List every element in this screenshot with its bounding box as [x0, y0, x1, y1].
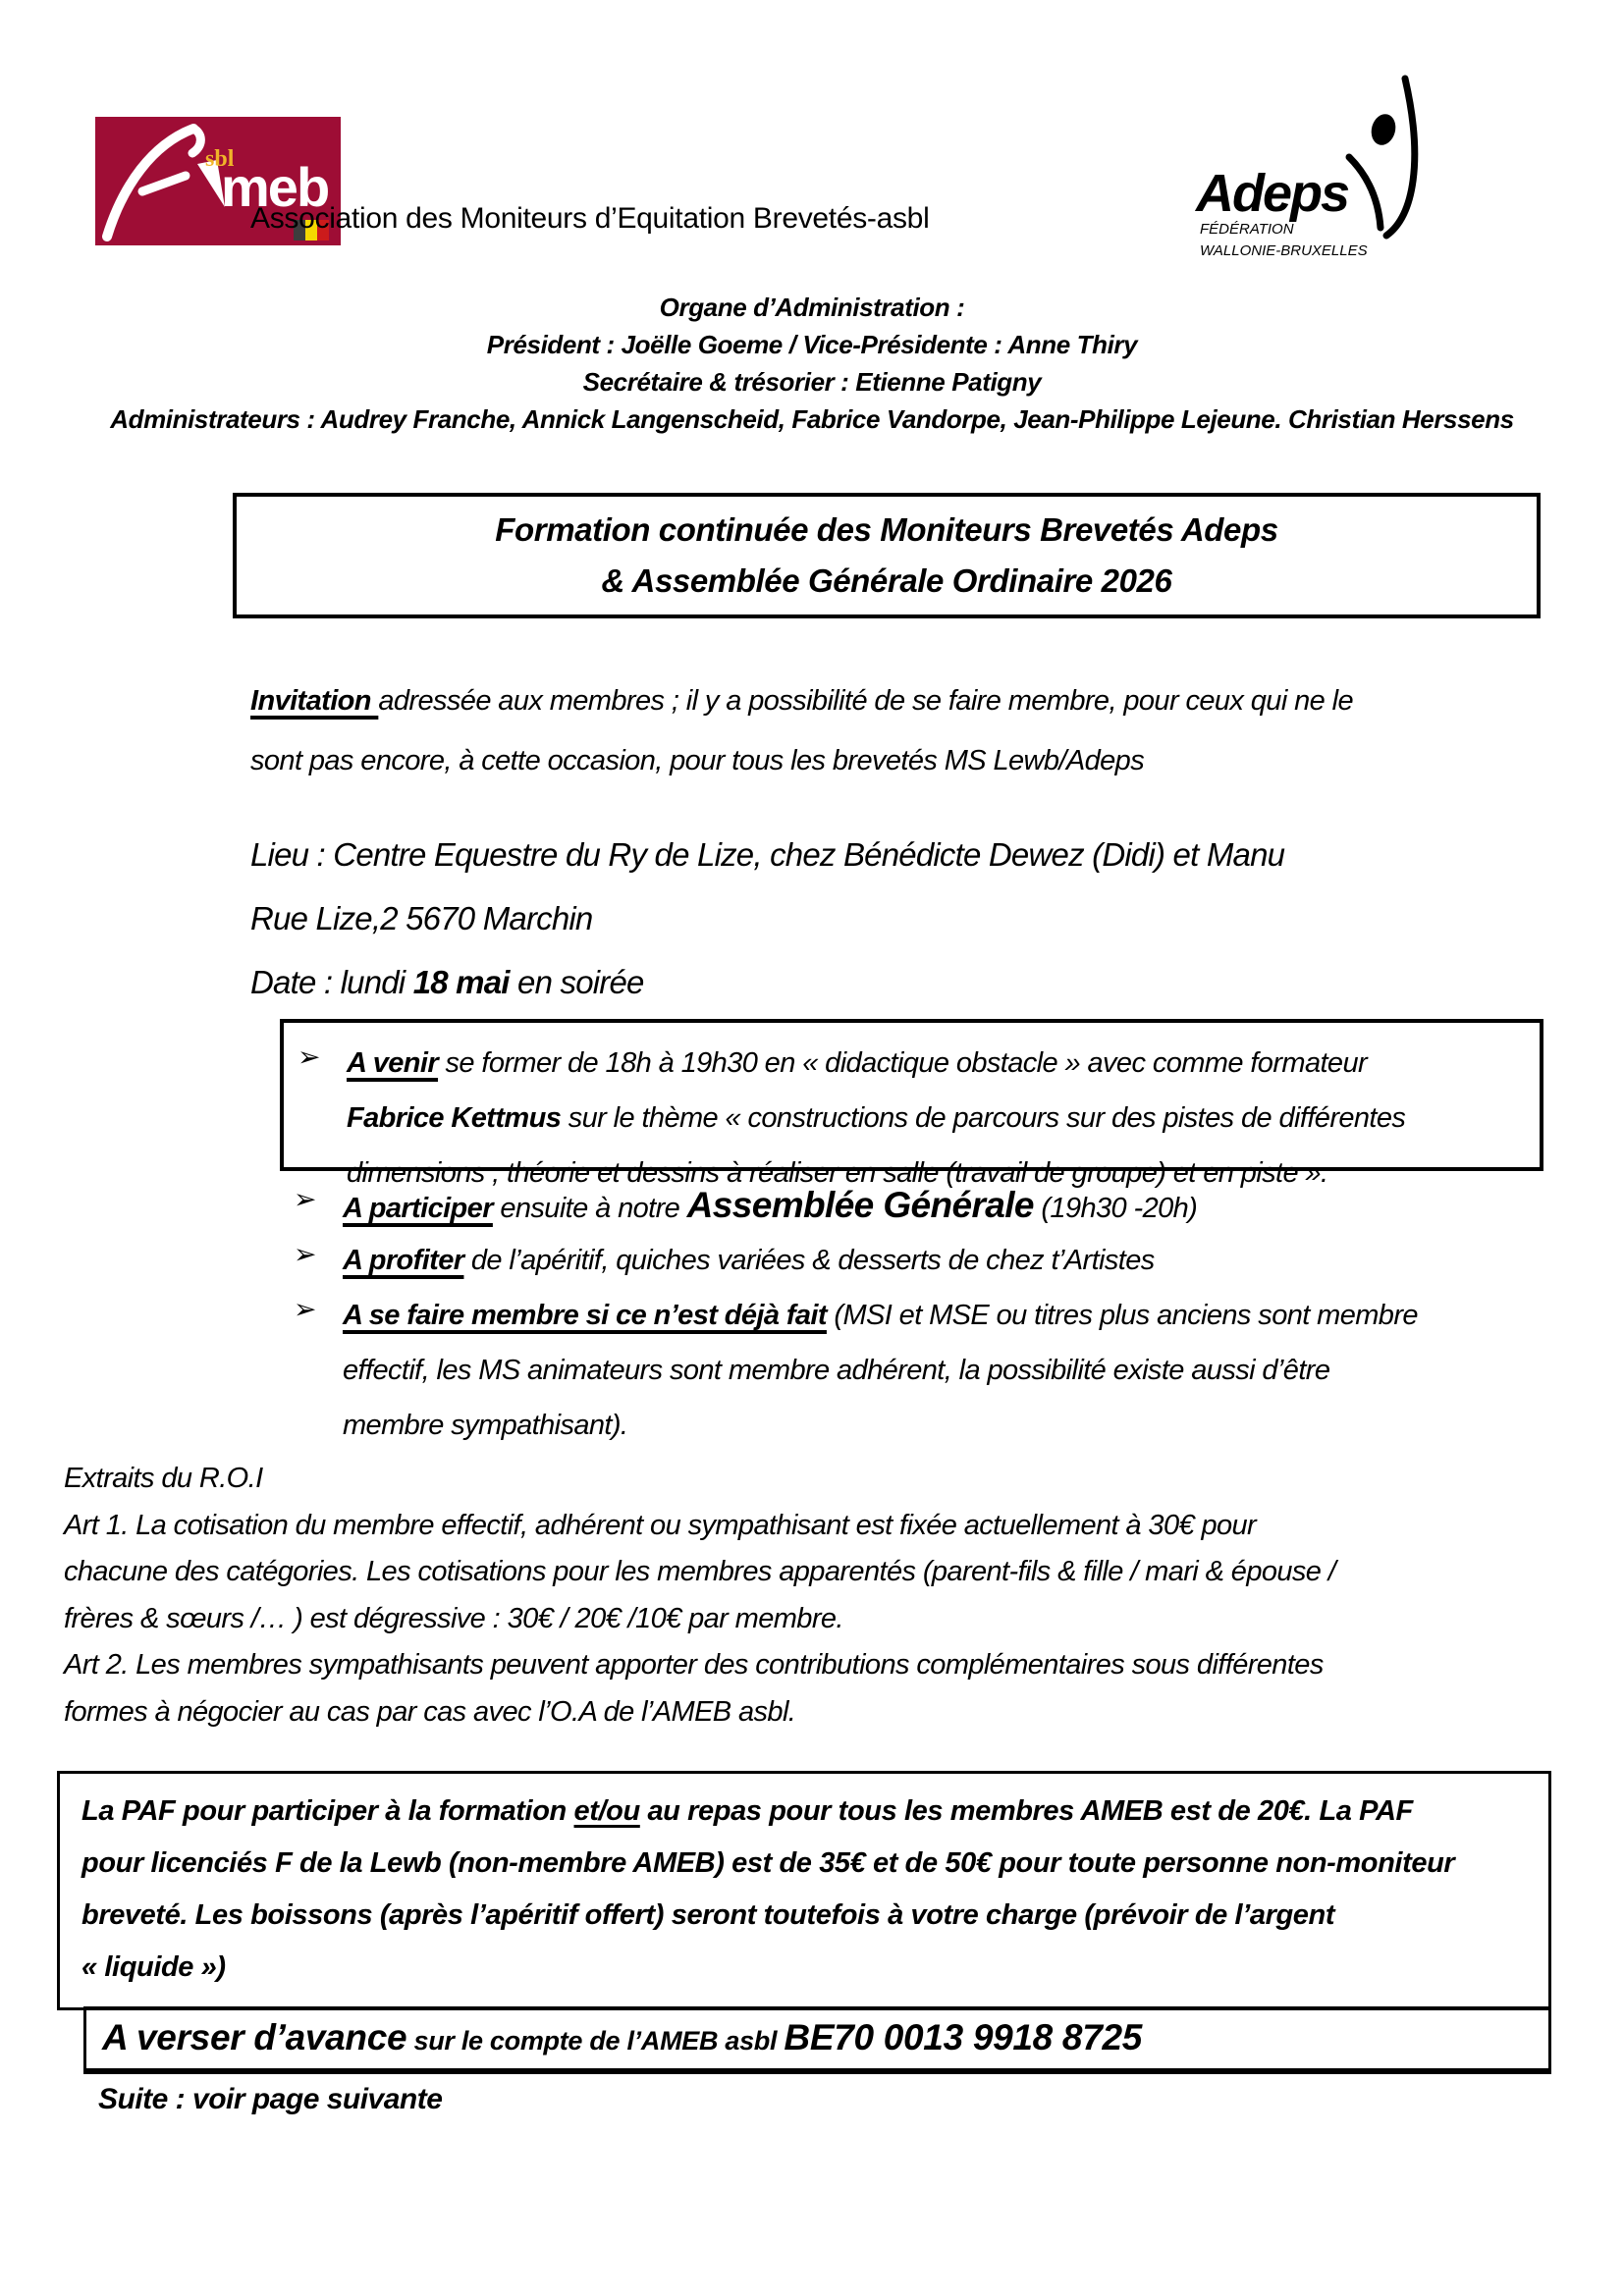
bullet-text [343, 1178, 1197, 1236]
event-details [250, 823, 1284, 1014]
org-name: Association des Moniteurs d’Equitation Brevetés-asbl [250, 202, 930, 235]
text-line [347, 1036, 1405, 1091]
text-line [250, 886, 1284, 950]
text-segment: 18 mai [412, 964, 510, 1000]
text-segment: Rue Lize,2 5670 Marchin [250, 900, 593, 936]
text-segment: A verser d’avance [102, 2017, 407, 2057]
text-segment: A se faire membre si ce n’est déjà fait [343, 1300, 827, 1331]
text-segment: pour licenciés F de la Lewb (non-membre AMEB) est de 35€ et de 50€ pour toute personne non-moniteur [81, 1847, 1455, 1879]
bullet-item [294, 1233, 1155, 1288]
text-segment: (MSI et MSE ou titres plus anciens sont membre [826, 1300, 1418, 1331]
text-segment: Invitation [250, 685, 379, 717]
payment-box [83, 2006, 1551, 2074]
text-segment: dimensions ; théorie et dessins à réaliser en salle (travail de groupe) et en piste ». [347, 1157, 1328, 1189]
text-segment: Lieu : Centre Equestre du Ry de Lize, chez Bénédicte Dewez (Didi) et Manu [250, 836, 1285, 873]
text-segment: de l’apéritif, quiches variées & desserts de chez t’Artistes [463, 1245, 1155, 1276]
text-segment: Assemblée Générale [686, 1185, 1034, 1225]
adeps-figure-icon [1190, 67, 1435, 268]
text-segment: ensuite à notre [492, 1193, 687, 1224]
text-segment: membre sympathisant). [343, 1410, 628, 1441]
roi-line: Extraits du R.O.I [64, 1463, 263, 1494]
admin-line: Président : Joëlle Goeme / Vice-Présidente : Anne Thiry [486, 330, 1138, 359]
text-line [250, 823, 1284, 886]
bullet-text [347, 1036, 1405, 1201]
admin-block [0, 289, 1624, 438]
admin-line: Secrétaire & trésorier : Etienne Patigny [582, 367, 1042, 397]
bullet-list-box [280, 1019, 1543, 1189]
text-segment: (19h30 -20h) [1033, 1193, 1198, 1224]
text-line [250, 731, 1353, 791]
text-line [347, 1091, 1405, 1146]
roi-line: Art 1. La cotisation du membre effectif, adhérent ou sympathisant est fixée actuellement à 30€ pour [64, 1509, 1257, 1541]
text-segment: sur le thème « constructions de parcours sur des pistes de différentes [561, 1102, 1406, 1134]
bullet-item [298, 1036, 1540, 1201]
text-segment: A profiter [343, 1245, 464, 1276]
roi-line: formes à négocier au cas par cas avec l’O.A de l’AMEB asbl. [64, 1695, 796, 1728]
text-segment: adressée aux membres ; il y a possibilité de se faire membre, pour ceux qui ne le [378, 685, 1354, 717]
adeps-name: Adeps [1196, 164, 1349, 223]
footer-note: Suite : voir page suivante [98, 2083, 443, 2115]
invitation-paragraph [250, 671, 1353, 791]
roi-section [64, 1456, 1335, 1735]
ameb-sbl-label: sbl [205, 146, 235, 172]
text-segment: se former de 18h à 19h30 en « didactique obstacle » avec comme formateur [438, 1047, 1368, 1079]
title-box [233, 493, 1541, 618]
text-segment: A venir [347, 1047, 439, 1079]
text-segment: A participer [343, 1193, 493, 1224]
text-segment: et/ou [573, 1795, 640, 1827]
bullet-text [343, 1288, 1418, 1453]
bullet-marker-icon: ➢ [294, 1239, 317, 1269]
paf-line [81, 1786, 1527, 1838]
text-segment: sur le compte de l’AMEB asbl [406, 2026, 785, 2056]
text-line [343, 1288, 1418, 1343]
payment-line [102, 2017, 1548, 2058]
text-segment: BE70 0013 9918 8725 [784, 2017, 1143, 2057]
paf-line [81, 1838, 1527, 1890]
text-segment: effectif, les MS animateurs sont membre adhérent, la possibilité existe aussi d’être [343, 1355, 1330, 1386]
bullet-text [343, 1233, 1155, 1288]
paf-line [81, 1890, 1527, 1942]
text-segment: Date : lundi [250, 964, 413, 1000]
adeps-subtitle-1: FÉDÉRATION [1200, 221, 1294, 238]
roi-line: chacune des catégories. Les cotisations pour les membres apparentés (parent-fils & fille / mari & épouse / [64, 1556, 1336, 1587]
ameb-meb-label: meb [221, 156, 329, 218]
text-segment: breveté. Les boissons (après l’apéritif offert) seront toutefois à votre charge (prévoir de l’argent [81, 1899, 1335, 1931]
text-line [343, 1233, 1155, 1288]
admin-line: Administrateurs : Audrey Franche, Annick Langenscheid, Fabrice Vandorpe, Jean-Philippe Lejeune. Christian Herssens [110, 404, 1514, 434]
text-segment: en soirée [509, 964, 644, 1000]
text-segment: « liquide ») [81, 1951, 226, 1983]
bullet-marker-icon: ➢ [298, 1041, 321, 1072]
roi-line: frères & sœurs /… ) est dégressive : 30€ / 20€ /10€ par membre. [64, 1602, 843, 1634]
paf-box [57, 1771, 1551, 2010]
adeps-subtitle-2: WALLONIE-BRUXELLES [1200, 242, 1368, 259]
bullet-item [294, 1178, 1197, 1236]
title-line-1: Formation continuée des Moniteurs Brevetés Adeps [495, 511, 1278, 548]
text-line [250, 950, 1284, 1014]
text-line [343, 1343, 1418, 1398]
adeps-logo [1190, 67, 1435, 268]
text-line [250, 671, 1353, 731]
bullet-marker-icon: ➢ [294, 1294, 317, 1324]
text-segment: au repas pour tous les membres AMEB est de 20€. La PAF [639, 1795, 1413, 1827]
text-segment: Fabrice Kettmus [347, 1102, 562, 1134]
roi-line: Art 2. Les membres sympathisants peuvent apporter des contributions complémentaires sous différentes [64, 1649, 1324, 1681]
bullet-item [294, 1288, 1418, 1453]
title-line-2: & Assemblée Générale Ordinaire 2026 [601, 562, 1172, 599]
text-line [343, 1398, 1418, 1453]
paf-line [81, 1942, 1527, 1994]
text-line [343, 1178, 1197, 1236]
text-segment: sont pas encore, à cette occasion, pour tous les brevetés MS Lewb/Adeps [250, 745, 1145, 776]
admin-line: Organe d’Administration : [659, 293, 965, 322]
text-segment: La PAF pour participer à la formation [81, 1795, 574, 1827]
bullet-marker-icon: ➢ [294, 1184, 317, 1214]
